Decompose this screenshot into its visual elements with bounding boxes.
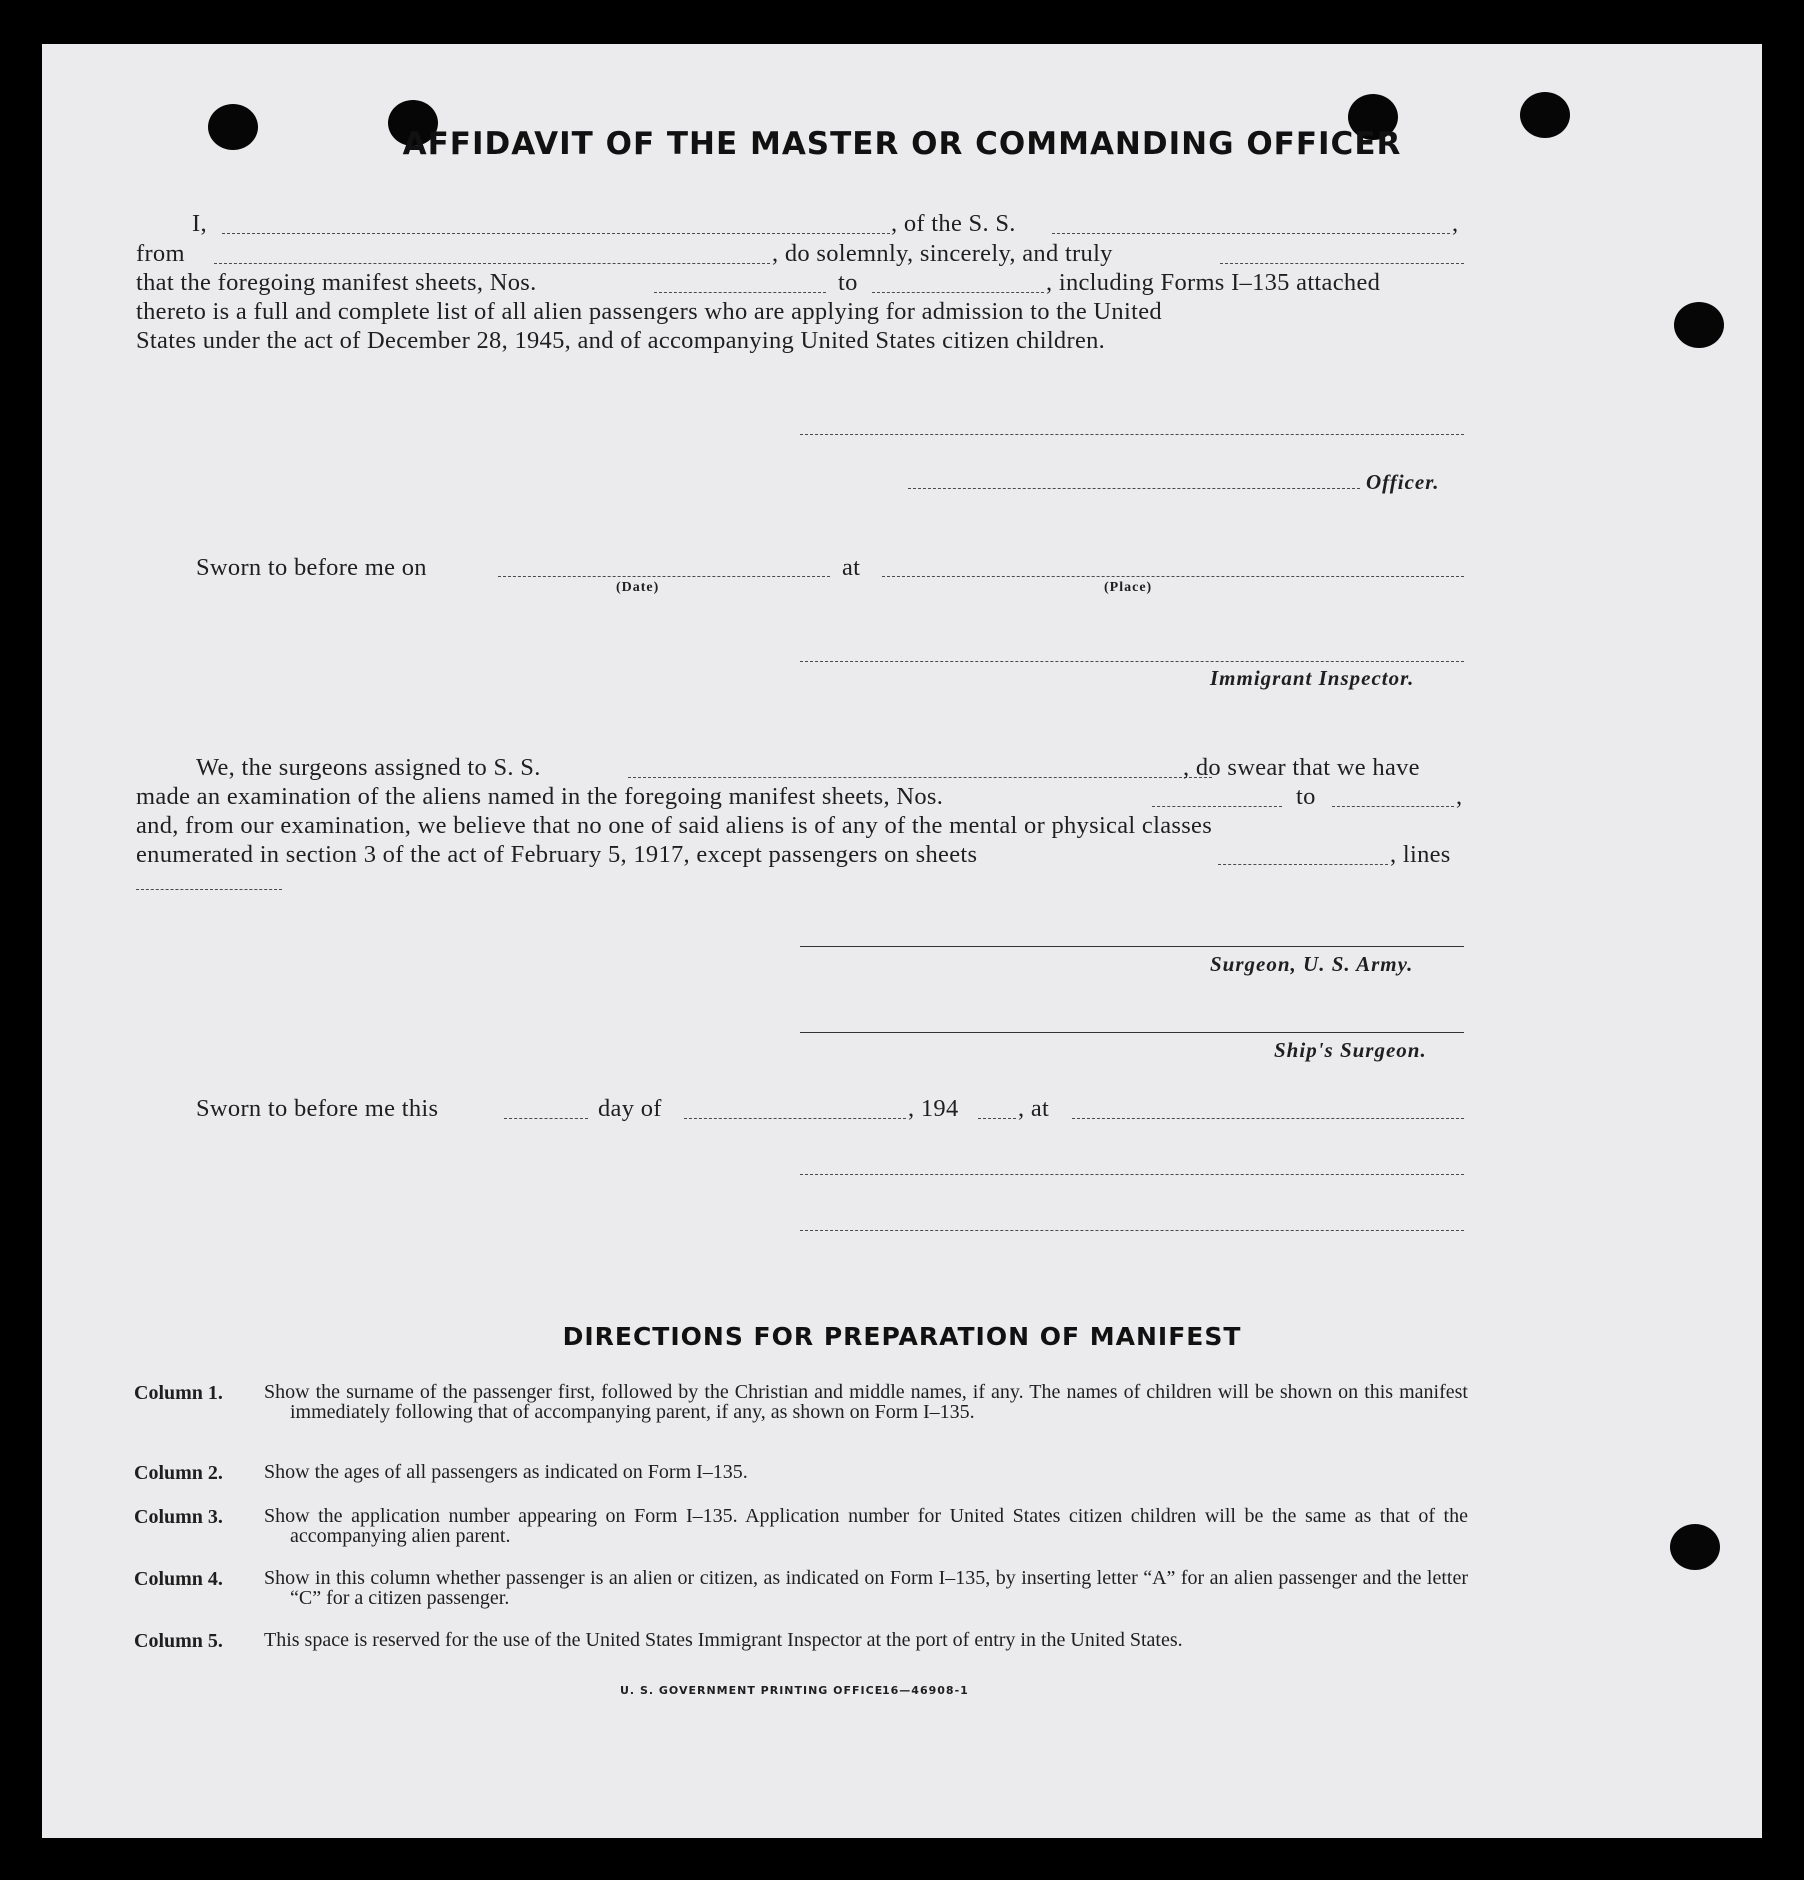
direction-text: Show in this column whether passenger is an alien or citizen, as indicated on Form I–135, by inserting letter “A” for an alien passenger and the letter “C” for a citizen passenger.	[264, 1567, 1468, 1609]
affidavit-line2-b: , do solemnly, sincerely, and truly	[772, 240, 1113, 267]
surgeons-line1-b: , do swear that we have	[1183, 754, 1420, 781]
except-sheets-field[interactable]	[1218, 864, 1388, 865]
ship-surgeon-signature-line[interactable]	[800, 1032, 1464, 1033]
master-name-field[interactable]	[222, 233, 890, 234]
affidavit-line3-c: , including Forms I–135 attached	[1046, 269, 1381, 296]
direction-label: Column 1.	[134, 1382, 223, 1404]
surgeons-line2-a: made an examination of the aliens named in the foregoing manifest sheets, Nos.	[136, 783, 944, 810]
sworn2-title-line[interactable]	[800, 1230, 1464, 1231]
form-sheet	[42, 44, 1762, 1838]
master-signature-line[interactable]	[800, 434, 1464, 435]
sworn2-day-field[interactable]	[504, 1118, 588, 1119]
surgeons-sheet-to-field[interactable]	[1332, 806, 1454, 807]
place-caption: (Place)	[1104, 580, 1153, 595]
affidavit-line3-a: that the foregoing manifest sheets, Nos.	[136, 269, 537, 296]
inspector-signature-line[interactable]	[800, 661, 1464, 662]
page-title: AFFIDAVIT OF THE MASTER OR COMMANDING OFFICER	[402, 126, 1402, 162]
except-lines-field[interactable]	[136, 889, 282, 890]
sworn2-day-of: day of	[598, 1095, 662, 1122]
affidavit-line4: thereto is a full and complete list of all alien passengers who are applying for admission to the United	[136, 298, 1162, 325]
form-code: 16—46908-1	[882, 1684, 969, 1697]
sworn2-at: , at	[1018, 1095, 1050, 1122]
sworn2-month-field[interactable]	[684, 1118, 906, 1119]
direction-text: This space is reserved for the use of the United States Immigrant Inspector at the port of entry in the United States.	[264, 1629, 1183, 1651]
printer-imprint: U. S. GOVERNMENT PRINTING OFFICE	[620, 1684, 884, 1697]
officer-title-line[interactable]	[908, 488, 1360, 489]
sworn1-at: at	[842, 554, 861, 581]
sheet-from-field[interactable]	[654, 292, 826, 293]
surgeons-line2-b: to	[1296, 783, 1316, 810]
surgeons-line2-c: ,	[1456, 783, 1463, 810]
surgeons-line1-a: We, the surgeons assigned to S. S.	[196, 754, 541, 781]
ship-name-field[interactable]	[1052, 233, 1450, 234]
sworn-place-field[interactable]	[882, 576, 1464, 577]
direction-text: Show the application number appearing on Form I–135. Application number for United States citizen children will be the same as that of the accompanying alien parent.	[264, 1505, 1468, 1547]
affidavit-line2-a: from	[136, 240, 185, 267]
sworn2-year: , 194	[908, 1095, 959, 1122]
affidavit-line1-c: ,	[1452, 210, 1459, 237]
direction-text: Show the ages of all passengers as indicated on Form I–135.	[264, 1461, 748, 1483]
sworn-date-field[interactable]	[498, 576, 830, 577]
surgeons-line4-a: enumerated in section 3 of the act of February 5, 1917, except passengers on sheets	[136, 841, 978, 868]
direction-label: Column 4.	[134, 1568, 223, 1590]
sworn2-prefix: Sworn to before me this	[196, 1095, 439, 1122]
army-surgeon-signature-line[interactable]	[800, 946, 1464, 947]
direction-label: Column 2.	[134, 1462, 223, 1484]
direction-label: Column 3.	[134, 1506, 223, 1528]
date-caption: (Date)	[616, 580, 660, 595]
affidavit-line1-a: I,	[192, 210, 207, 237]
punch-hole	[1670, 1524, 1720, 1570]
punch-hole	[1674, 302, 1724, 348]
sheet-to-field[interactable]	[872, 292, 1044, 293]
sworn2-place-field[interactable]	[1072, 1118, 1464, 1119]
directions-title: DIRECTIONS FOR PREPARATION OF MANIFEST	[562, 1322, 1242, 1351]
sworn1-prefix: Sworn to before me on	[196, 554, 427, 581]
oath-field[interactable]	[1220, 263, 1464, 264]
surgeons-sheet-from-field[interactable]	[1152, 806, 1282, 807]
affidavit-line5: States under the act of December 28, 1945, and of accompanying United States citizen children.	[136, 327, 1106, 354]
surgeons-line3: and, from our examination, we believe that no one of said aliens is of any of the mental or physical classes	[136, 812, 1213, 839]
surgeons-line4-b: , lines	[1390, 841, 1451, 868]
direction-label: Column 5.	[134, 1630, 223, 1652]
surgeons-ship-field[interactable]	[628, 777, 1212, 778]
port-from-field[interactable]	[214, 263, 770, 264]
ship-surgeon-caption: Ship's Surgeon.	[1274, 1038, 1427, 1062]
sworn2-year-field[interactable]	[978, 1118, 1016, 1119]
officer-caption: Officer.	[1366, 470, 1440, 494]
sworn2-signature-line[interactable]	[800, 1174, 1464, 1175]
direction-text: Show the surname of the passenger first, followed by the Christian and middle names, if any. The names of children will be shown on this manifest immediately following that of accompanying parent, if any, as shown on Form I–135.	[264, 1381, 1468, 1423]
affidavit-line1-b: , of the S. S.	[891, 210, 1016, 237]
army-surgeon-caption: Surgeon, U. S. Army.	[1210, 952, 1414, 976]
affidavit-line3-b: to	[838, 269, 858, 296]
inspector-caption: Immigrant Inspector.	[1210, 666, 1415, 690]
